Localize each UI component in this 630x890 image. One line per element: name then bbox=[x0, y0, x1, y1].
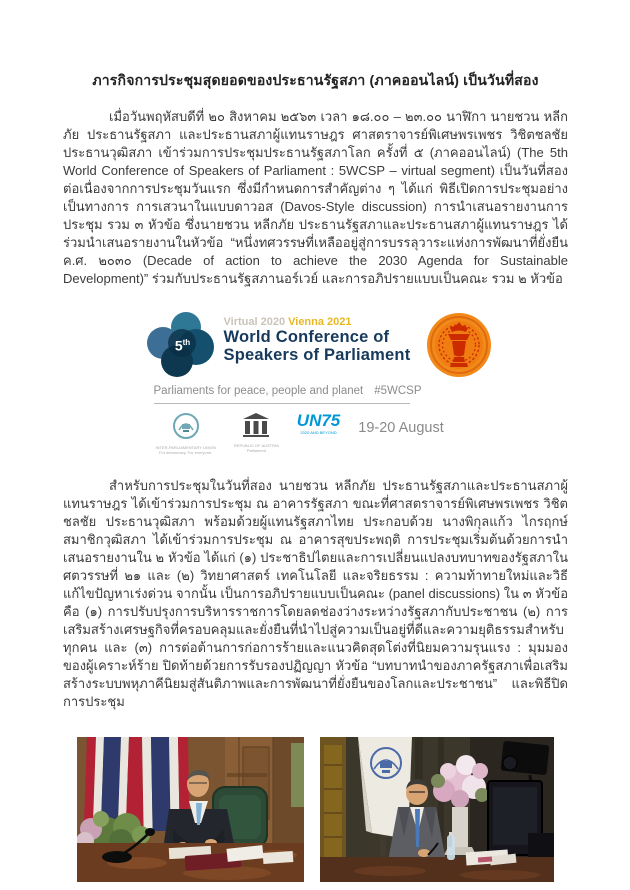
photo-left-speaker-at-parliament bbox=[77, 737, 304, 882]
austria-logo-icon bbox=[241, 412, 271, 438]
virtual-2020-label: Virtual 2020 bbox=[223, 316, 286, 328]
banner-divider bbox=[154, 403, 410, 404]
conference-banner bbox=[140, 310, 492, 455]
ipu-logo: INTER-PARLIAMENTARY UNION For democracy. For everyone. bbox=[156, 412, 216, 455]
paragraph-intro: เมื่อวันพฤหัสบดีที่ ๒๐ สิงหาคม ๒๕๖๓ เวลา ๑๘.๐๐ – ๒๓.๐๐ นาฬิกา นายชวน หลีกภัย ประธานรัฐสภา และประธานสภาผู้แทนราษฎร ศาสตราจารย์พิเศษพรเพชร วิชิตชลชัย ประธานวุฒิสภา เข้าร่วมการประชุมประธานรัฐสภาโลก ครั้งที่ ๕ (ภาคออนไลน์) (The 5th World Conference of Speakers of Parliament : 5WCSP – virtual segment) เป็นวันที่สอง ต่อเนื่องจากการประชุมวันแรก ซึ่งมีกำหนดการสำคัญต่าง ๆ ได้แก่ พิธีเปิดการประชุมอย่างเป็นทางการ การเสวนาในแบบดาวอส (Davos-Style discussion) การนำเสนอรายงานการประชุม รวม ๓ หัวข้อ ซึ่งนายชวน หลีกภัย ประธานรัฐสภาและประธานสภาผู้แทนราษฎร ได้ร่วมนำเสนอรายงานในหัวข้อ “หนึ่งทศวรรษที่เหลืออยู่สู่การบรรลุวาระแห่งการพัฒนาที่ยั่งยืน ค.ศ. ๒๐๓๐ (Decade of action to achieve the 2030 Agenda for Sustainable Development)” ร่วมกับประธานรัฐสภานอร์เวย์ และการอภิปรายแบบเป็นคณะ รวม ๒ หัวข้อ bbox=[63, 109, 568, 286]
vienna-2021-label: Vienna 2021 bbox=[288, 316, 352, 328]
banner-tagline bbox=[140, 385, 424, 397]
paragraph-details: สำหรับการประชุมในวันที่สอง นายชวน หลีกภัย ประธานรัฐสภาและประธานสภาผู้แทนราษฎร ได้เข้าร่วมการประชุม ณ อาคารรัฐสภา ขณะที่ศาสตราจารย์พิเศษพรเพชร วิชิตชลชัย ประธานวุฒิสภา พร้อมด้วยผู้แทนรัฐสภาไทย ประกอบด้วย นางพิกุลแก้ว ไกรฤกษ์ สมาชิกวุฒิสภา ได้เข้าร่วมการประชุม ณ อาคารสุขประพฤติ การประชุมเริ่มต้นด้วยการนำเสนอรายงานใน ๒ หัวข้อ ได้แก่ (๑) ประชาธิปไตยและการเปลี่ยนแปลงบทบาทของรัฐสภาในศตวรรษที่ ๒๑ และ (๒) วิทยาศาสตร์ เทคโนโลยี และจริยธรรม : ความท้าทายใหม่และวิธีแก้ไขปัญหาเร่งด่วน จากนั้น เป็นการอภิปรายแบบเป็นคณะ (panel discussions) ใน ๓ หัวข้อ คือ (๑) การปรับปรุงการบริหารราชการโดยลดช่องว่างระหว่างรัฐสภากับประชาชน (๒) การเสริมสร้างเศรษฐกิจที่ครอบคลุมและยั่งยืนที่นำไปสู่ความเป็นอยู่ที่ดีและความยุติธรรมสำหรับทุกคน และ (๓) การต่อต้านการก่อการร้ายและแนวคิดสุดโต่งที่นิยมความรุนแรง : มุมมองของผู้เคราะห์ร้าย ปิดท้ายด้วยการรับรองปฏิญญา หัวข้อ “บทบาทนำของภาครัฐสภาเพื่อเสริมสร้างระบบพหุภาคีนิยมสู่สันติภาพและการพัฒนาที่ยั่งยืนของโลกและประชาชน” และพิธีปิดการประชุม bbox=[63, 478, 568, 709]
banner-year-line bbox=[224, 316, 411, 328]
austria-parliament-logo: REPUBLIC OF AUSTRIA Parliament bbox=[234, 412, 279, 453]
tagline-text: Parliaments for peace, people and planet bbox=[153, 385, 364, 397]
desk bbox=[320, 857, 554, 882]
banner-logo-block bbox=[140, 310, 444, 455]
page-title: ภารกิจการประชุมสุดยอดของประธานรัฐสภา (ภาคออนไลน์) เป็นวันที่สอง bbox=[92, 72, 539, 88]
photo-right-senate-president-videoconference bbox=[320, 737, 554, 882]
ipu-logo-icon bbox=[172, 412, 200, 440]
5wcsp-circles-icon bbox=[146, 310, 220, 380]
un75-logo: UN75 2020 AND BEYOND bbox=[296, 411, 341, 435]
ordinal-5th: 5th bbox=[174, 337, 191, 354]
thai-parliament-emblem bbox=[426, 312, 492, 378]
conference-dates: 19-20 August bbox=[358, 420, 444, 436]
partner-logos-row bbox=[155, 411, 444, 455]
hashtag-label: #5WCSP bbox=[374, 385, 422, 397]
photo-row bbox=[63, 737, 568, 882]
banner-title-line2: Speakers of Parliament bbox=[223, 346, 411, 364]
banner-title-line1: World Conference of bbox=[223, 328, 390, 346]
